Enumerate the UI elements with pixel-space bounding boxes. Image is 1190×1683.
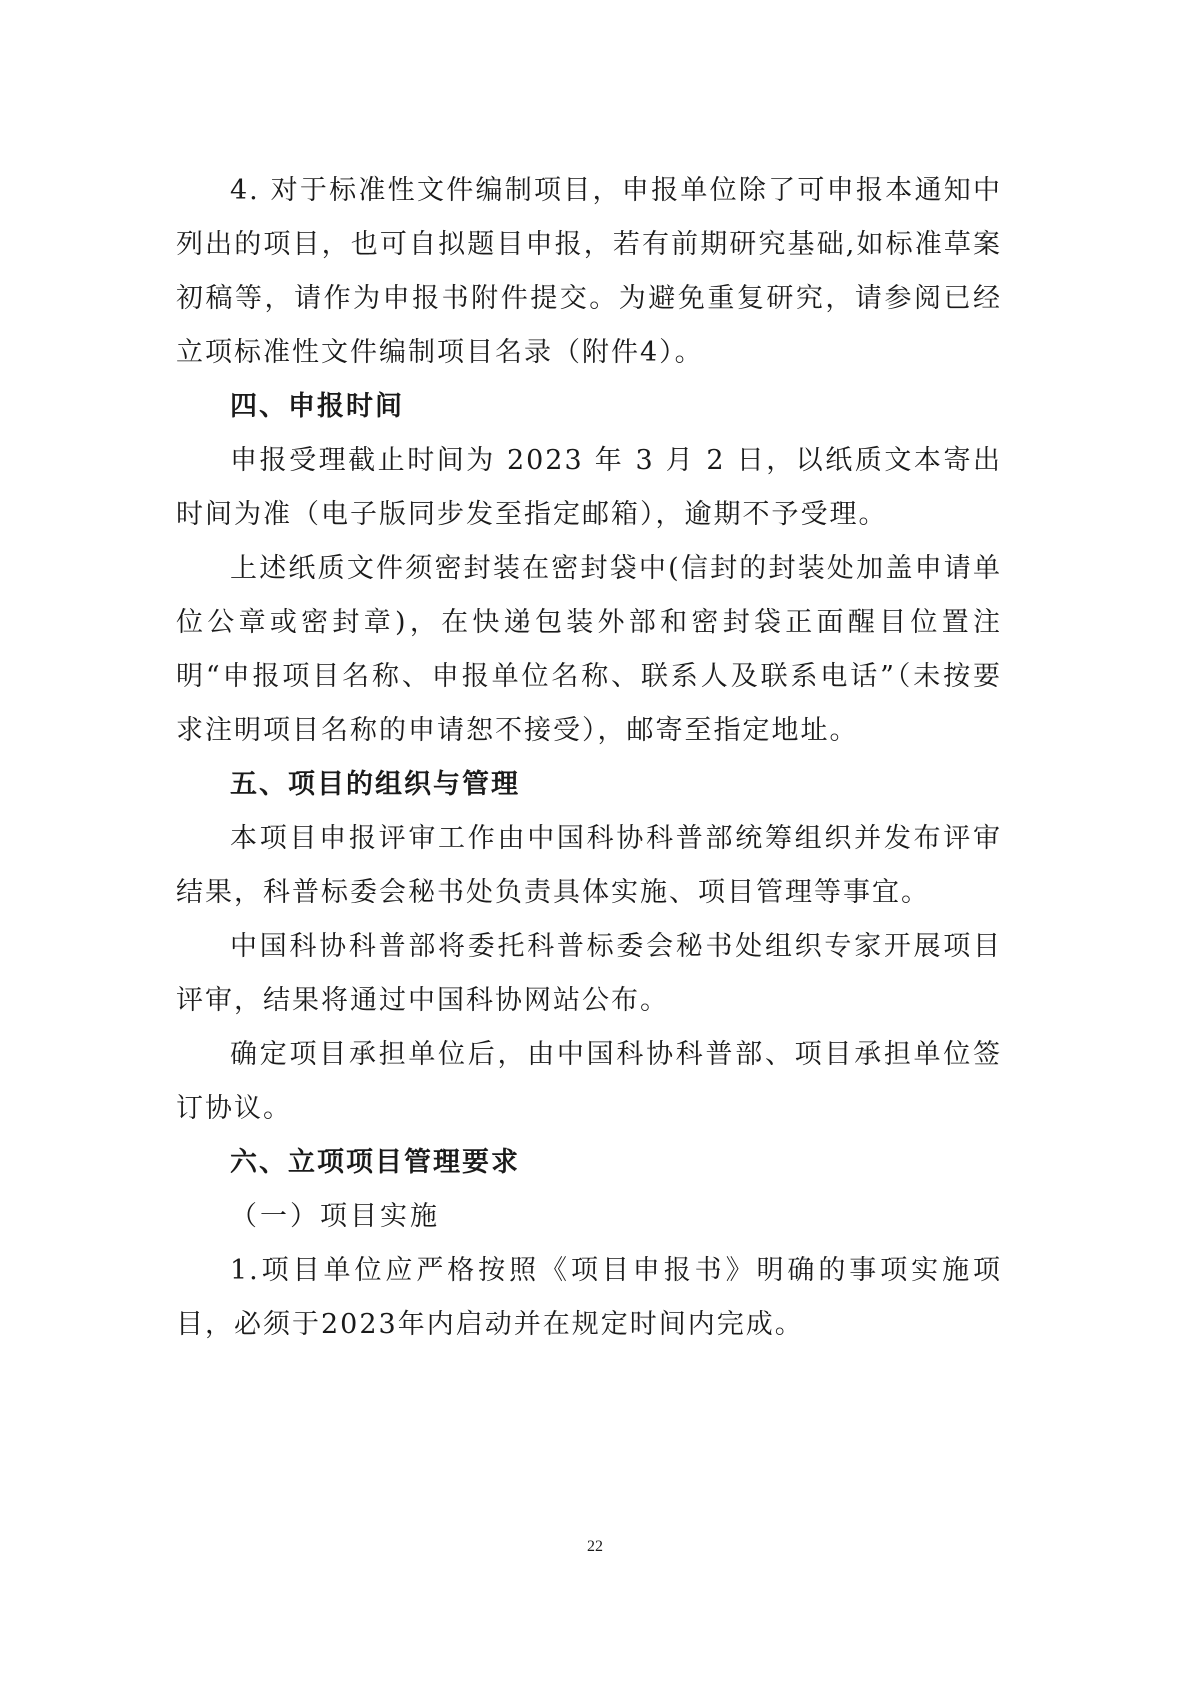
paragraph-agreement-signing: 确定项目承担单位后，由中国科协科普部、项目承担单位签订协议。 xyxy=(176,1039,1002,1124)
paragraph-sealing-requirements: 上述纸质文件须密封装在密封袋中(信封的封装处加盖申请单位公章或密封章)，在快递包装外部和密封袋正面醒目位置注明“申报项目名称、申报单位名称、联系人及联系电话”（未按要求注明项目名称的申请恕不接受），邮寄至指定地址。 xyxy=(176,553,1002,746)
paragraph-expert-review: 中国科协科普部将委托科普标委会秘书处组织专家开展项目评审，结果将通过中国科协网站公布。 xyxy=(176,931,1002,1016)
section-heading-project-management-requirements: 六、立项项目管理要求 xyxy=(230,1147,520,1178)
paragraph-deadline: 申报受理截止时间为 2023 年 3 月 2 日，以纸质文本寄出时间为准（电子版同步发至指定邮箱），逾期不予受理。 xyxy=(176,445,1002,530)
paragraph-review-organization: 本项目申报评审工作由中国科协科普部统筹组织并发布评审结果，科普标委会秘书处负责具体实施、项目管理等事宜。 xyxy=(176,823,1002,908)
page-number: 22 xyxy=(587,1538,603,1555)
subsection-heading-project-implementation: （一）项目实施 xyxy=(230,1201,440,1232)
section-heading-application-time: 四、申报时间 xyxy=(230,391,404,422)
document-body xyxy=(176,164,1002,1352)
paragraph-item-4-standard-documents: 4. 对于标准性文件编制项目，申报单位除了可申报本通知中列出的项目，也可自拟题目申报，若有前期研究基础,如标准草案初稿等，请作为申报书附件提交。为避免重复研究，请参阅已经立项标准性文件编制项目名录（附件4）。 xyxy=(176,175,1002,368)
paragraph-implementation-item-1: 1.项目单位应严格按照《项目申报书》明确的事项实施项目，必须于2023年内启动并在规定时间内完成。 xyxy=(176,1255,1002,1340)
section-heading-organization-management: 五、项目的组织与管理 xyxy=(230,769,520,800)
